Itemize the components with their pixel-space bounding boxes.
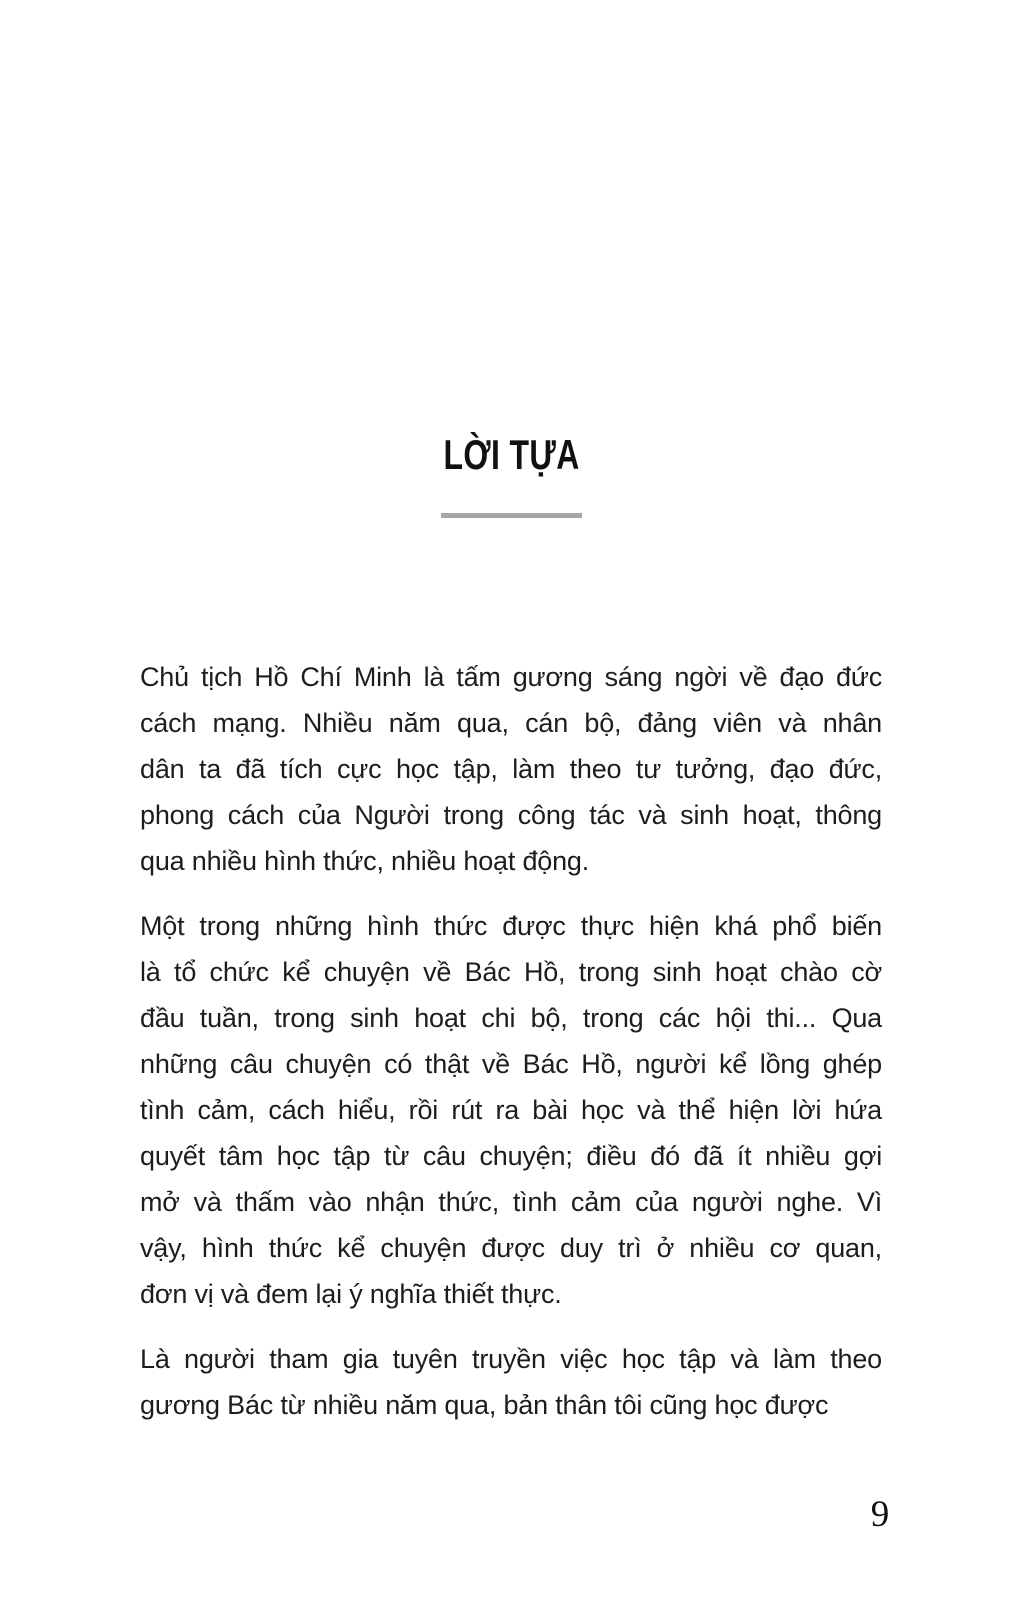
chapter-title bbox=[0, 431, 1024, 479]
text-line: dân ta đã tích cực học tập, làm theo tư tưởng, đạo đức, bbox=[140, 754, 882, 784]
text-line: Là người tham gia tuyên truyền việc học tập và làm theo bbox=[140, 1344, 882, 1374]
text-line: cách mạng. Nhiều năm qua, cán bộ, đảng viên và nhân bbox=[140, 708, 882, 738]
title-divider bbox=[441, 513, 582, 518]
paragraph bbox=[140, 903, 882, 1317]
text-line: mở và thấm vào nhận thức, tình cảm của người nghe. Vì bbox=[140, 1187, 882, 1217]
text-line: những câu chuyện có thật về Bác Hồ, người kể lồng ghép bbox=[140, 1049, 882, 1079]
text-line: là tổ chức kể chuyện về Bác Hồ, trong sinh hoạt chào cờ bbox=[140, 957, 882, 987]
text-line: tình cảm, cách hiểu, rồi rút ra bài học và thể hiện lời hứa bbox=[140, 1095, 882, 1125]
text-line: quyết tâm học tập từ câu chuyện; điều đó đã ít nhiều gợi bbox=[140, 1141, 882, 1171]
text-line: gương Bác từ nhiều năm qua, bản thân tôi cũng học được bbox=[140, 1390, 829, 1420]
text-line: qua nhiều hình thức, nhiều hoạt động. bbox=[140, 846, 590, 876]
text-line: Một trong những hình thức được thực hiện khá phổ biến bbox=[140, 911, 882, 941]
paragraph bbox=[140, 654, 882, 884]
body-text bbox=[140, 654, 882, 1447]
text-line: đầu tuần, trong sinh hoạt chi bộ, trong các hội thi... Qua bbox=[140, 1003, 882, 1033]
text-line: Chủ tịch Hồ Chí Minh là tấm gương sáng ngời về đạo đức bbox=[140, 662, 882, 692]
page-number: 9 bbox=[870, 1494, 890, 1535]
text-line: phong cách của Người trong công tác và sinh hoạt, thông bbox=[140, 800, 882, 830]
text-line: đơn vị và đem lại ý nghĩa thiết thực. bbox=[140, 1279, 562, 1309]
paragraph bbox=[140, 1336, 882, 1428]
text-line: vậy, hình thức kể chuyện được duy trì ở nhiều cơ quan, bbox=[140, 1233, 882, 1263]
chapter-title-text: LỜI TỰA bbox=[443, 431, 581, 479]
